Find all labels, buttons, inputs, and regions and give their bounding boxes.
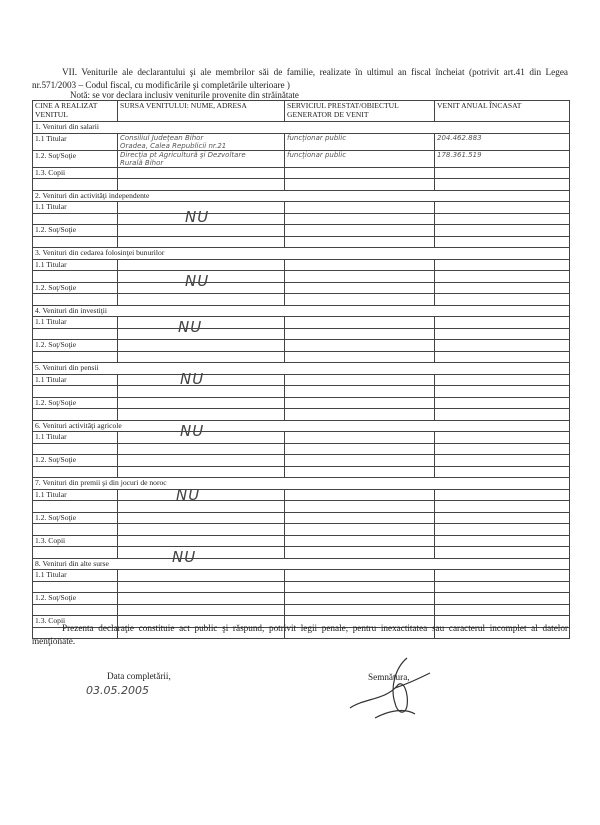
table-row bbox=[33, 593, 570, 605]
handwritten-nu: NU bbox=[178, 318, 203, 336]
table-row bbox=[33, 397, 570, 409]
table-row bbox=[33, 581, 570, 593]
table-row bbox=[33, 351, 570, 363]
row-label: 1.3. Copii bbox=[33, 167, 118, 179]
service-cell: funcţionar public bbox=[285, 150, 435, 167]
table-row bbox=[33, 236, 570, 248]
row-label: 1.1 Titular bbox=[33, 570, 118, 582]
table-row bbox=[33, 259, 570, 271]
table-row bbox=[33, 455, 570, 467]
section-title-row bbox=[33, 363, 570, 375]
row-label: 1.2. Soţ/Soţie bbox=[33, 593, 118, 605]
section-4-title: 4. Venituri din investiţii bbox=[33, 305, 570, 317]
income-table bbox=[32, 100, 570, 639]
handwritten-nu: NU bbox=[185, 208, 210, 226]
table-row bbox=[33, 604, 570, 616]
row-label: 1.1 Titular bbox=[33, 259, 118, 271]
service-cell: funcţionar public bbox=[285, 133, 435, 150]
intro-text bbox=[32, 66, 568, 91]
row-label: 1.2. Soţ/Soţie bbox=[33, 225, 118, 237]
handwritten-nu: NU bbox=[180, 422, 205, 440]
table-row bbox=[33, 340, 570, 352]
table-row bbox=[33, 374, 570, 386]
table-row bbox=[33, 282, 570, 294]
section-title-row bbox=[33, 558, 570, 570]
table-row bbox=[33, 443, 570, 455]
header-sursa: SURSA VENITULUI: NUME, ADRESA bbox=[118, 101, 285, 122]
header-venit: VENIT ANUAL ÎNCASAT bbox=[435, 101, 570, 122]
table-header-row bbox=[33, 101, 570, 122]
table-row bbox=[33, 317, 570, 329]
signature-icon bbox=[335, 648, 445, 723]
nota-text: Notă: se vor declara inclusiv veniturile provenite din străinătate bbox=[70, 90, 299, 100]
table-row bbox=[33, 432, 570, 444]
row-label: 1.1 Titular bbox=[33, 432, 118, 444]
section-title-row bbox=[33, 420, 570, 432]
table-row bbox=[33, 409, 570, 421]
section-3-title: 3. Venituri din cedarea folosinţei bunurilor bbox=[33, 248, 570, 260]
date-label: Data completării, bbox=[107, 671, 171, 681]
table-row bbox=[33, 328, 570, 340]
table-row bbox=[33, 570, 570, 582]
table-row bbox=[33, 150, 570, 167]
row-label: 1.2. Soţ/Soţie bbox=[33, 340, 118, 352]
declaration-paragraph: Prezenta declaraţie constituie act public şi răspund, potrivit legii penale, pentru inexactitatea sau caracterul incomplet al datelor menţionate. bbox=[32, 623, 568, 646]
income-cell: 178.361.519 bbox=[435, 150, 570, 167]
handwritten-nu: NU bbox=[185, 272, 210, 290]
handwritten-nu: NU bbox=[180, 370, 205, 388]
row-label: 1.1 Titular bbox=[33, 489, 118, 501]
table-row bbox=[33, 386, 570, 398]
table-row bbox=[33, 535, 570, 547]
table-row bbox=[33, 501, 570, 513]
row-label: 1.1 Titular bbox=[33, 317, 118, 329]
row-label: 1.2. Soţ/Soţie bbox=[33, 150, 118, 167]
handwritten-nu: NU bbox=[172, 548, 197, 566]
section-1-title: 1. Venituri din salarii bbox=[33, 122, 570, 134]
table-row bbox=[33, 547, 570, 559]
section-2-title: 2. Venituri din activităţi independente bbox=[33, 190, 570, 202]
header-cine: CINE A REALIZAT VENITUL bbox=[33, 101, 118, 122]
section-title-row bbox=[33, 305, 570, 317]
table-row bbox=[33, 202, 570, 214]
table-row bbox=[33, 167, 570, 179]
table-row bbox=[33, 489, 570, 501]
table-row bbox=[33, 133, 570, 150]
row-label: 1.3. Copii bbox=[33, 535, 118, 547]
table-row bbox=[33, 225, 570, 237]
section-title-row bbox=[33, 122, 570, 134]
table-row bbox=[33, 294, 570, 306]
row-label: 1.1 Titular bbox=[33, 133, 118, 150]
row-label: 1.2. Soţ/Soţie bbox=[33, 455, 118, 467]
section-title-row bbox=[33, 190, 570, 202]
section-6-title: 6. Venituri activităţi agricole bbox=[33, 420, 570, 432]
row-label: 1.1 Titular bbox=[33, 202, 118, 214]
section-title-row bbox=[33, 248, 570, 260]
section-7-title: 7. Venituri din premii şi din jocuri de noroc bbox=[33, 478, 570, 490]
table-row bbox=[33, 512, 570, 524]
table-row bbox=[33, 213, 570, 225]
row-label: 1.1 Titular bbox=[33, 374, 118, 386]
header-serviciul: SERVICIUL PRESTAT/OBIECTUL GENERATOR DE VENIT bbox=[285, 101, 435, 122]
declaration-text bbox=[32, 622, 568, 647]
source-cell: Direcţia pt Agricultură şi Dezvoltare Rurală Bihor bbox=[118, 150, 285, 167]
section-5-title: 5. Venituri din pensii bbox=[33, 363, 570, 375]
table-row bbox=[33, 524, 570, 536]
handwritten-nu: NU bbox=[176, 486, 201, 504]
row-label: 1.2. Soţ/Soţie bbox=[33, 512, 118, 524]
date-value: 03.05.2005 bbox=[86, 684, 149, 697]
row-label: 1.2. Soţ/Soţie bbox=[33, 397, 118, 409]
section-title-row bbox=[33, 478, 570, 490]
source-cell: Consiliul Judeţean Bihor Oradea, Calea Republicii nr.21 bbox=[118, 133, 285, 150]
signature-label: Semnătura, bbox=[368, 672, 410, 682]
intro-paragraph: VII. Veniturile ale declarantului şi ale membrilor săi de familie, realizate în ultimul an fiscal încheiat (potrivit art.41 din Legea nr.571/2003 – Codul fiscal, cu modificările şi completările ulterioare ) bbox=[32, 67, 568, 90]
table-row bbox=[33, 271, 570, 283]
section-8-title: 8. Venituri din alte surse bbox=[33, 558, 570, 570]
table-row bbox=[33, 179, 570, 191]
row-label: 1.3. Copii bbox=[33, 616, 118, 628]
table-row bbox=[33, 466, 570, 478]
row-label: 1.2. Soţ/Soţie bbox=[33, 282, 118, 294]
income-cell: 204.462.883 bbox=[435, 133, 570, 150]
